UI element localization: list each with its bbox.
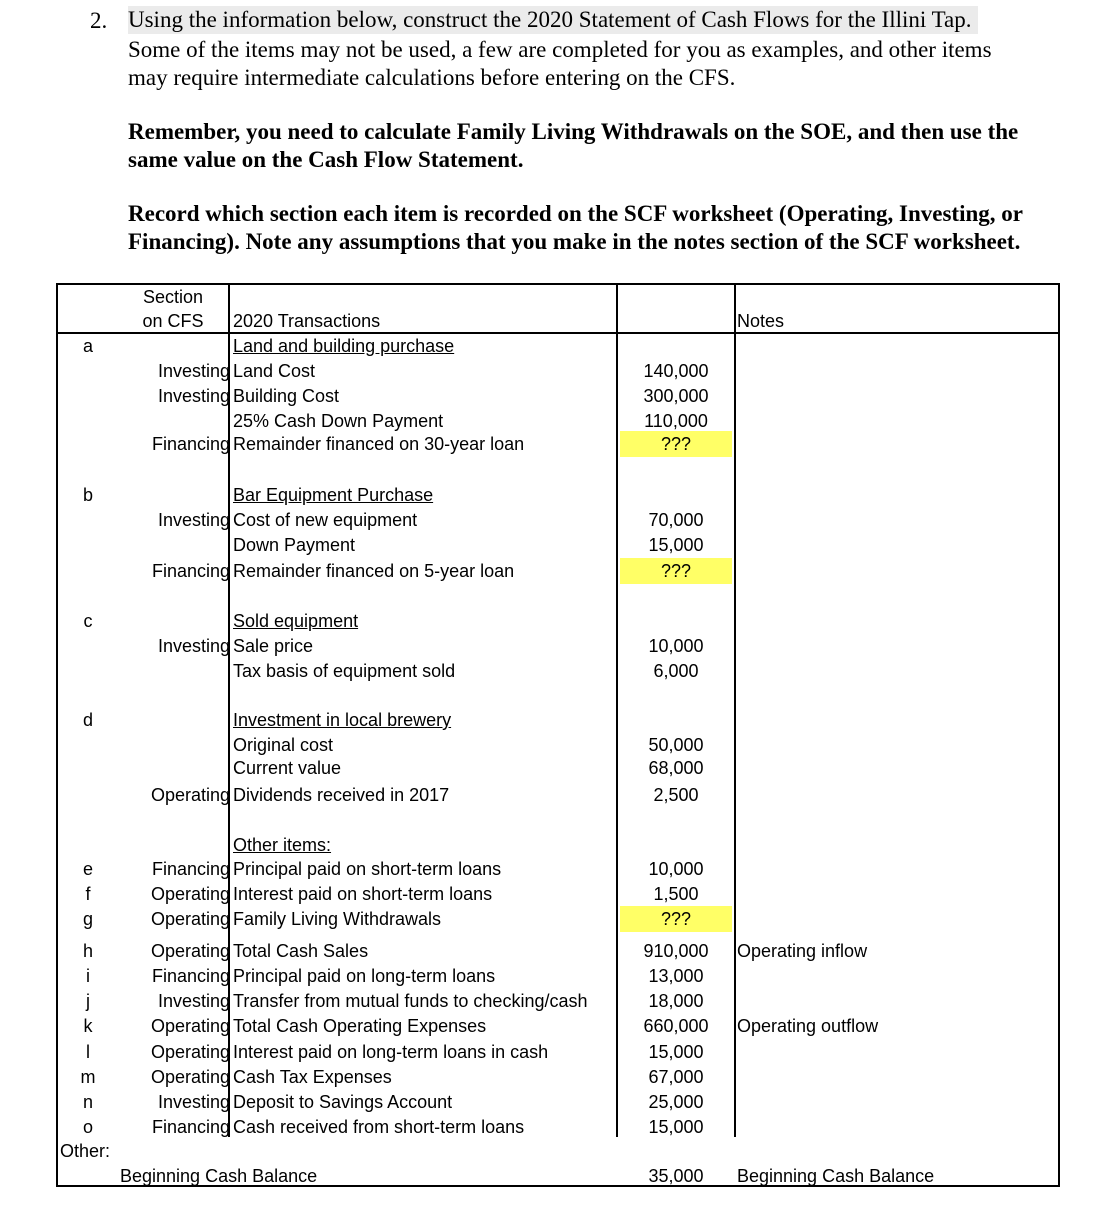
record-line-2: Financing). Note any assumptions that you make in the notes section of the SCF worksheet. [128,229,1021,254]
row-amount: 25,000 [648,1092,704,1112]
row-description: Sale price [233,636,314,656]
row-description: Dividends received in 2017 [233,785,450,805]
row-section: Financing [151,434,230,454]
intro-line-2: Some of the items may not be used, a few are completed for you as examples, and other items [128,37,992,62]
row-amount: 10,000 [648,636,704,656]
row-letter: i [86,966,90,986]
row-amount: 18,000 [648,991,704,1011]
row-section: Investing [157,636,230,656]
header-divider [56,332,1060,334]
beginning-cash-amount: 35,000 [648,1166,704,1186]
row-section: Investing [157,361,230,381]
row-letter: o [82,1117,93,1137]
row-amount: 110,000 [644,411,708,431]
header-transactions: 2020 Transactions [233,311,381,331]
row-description: Principal paid on long-term loans [233,966,496,986]
remember-line-1: Remember, you need to calculate Family Living Withdrawals on the SOE, and then use the [128,119,1019,144]
row-section: Operating [150,1067,230,1087]
row-description: Down Payment [233,535,356,555]
row-section: Financing [151,966,230,986]
beginning-cash-note: Beginning Cash Balance [737,1166,935,1186]
row-description: Tax basis of equipment sold [233,661,456,681]
row-amount: 140,000 [643,361,709,381]
row-section: Operating [150,1016,230,1036]
header-notes: Notes [737,311,785,331]
row-amount: 2,500 [653,785,699,805]
row-section: Operating [150,909,230,929]
row-amount: 68,000 [648,758,704,778]
row-amount: 6,000 [653,661,699,681]
row-section: Financing [151,561,230,581]
row-amount: 910,000 [643,941,709,961]
row-letter: a [82,336,93,356]
row-description: Family Living Withdrawals [233,909,442,929]
row-letter: g [82,909,93,929]
row-amount: 67,000 [648,1067,704,1087]
row-description: Interest paid on short-term loans [233,884,493,904]
row-letter: f [85,884,91,904]
row-section: Investing [157,991,230,1011]
row-description: Investment in local brewery [233,710,452,730]
row-description: Interest paid on long-term loans in cash [233,1042,549,1062]
row-amount: 15,000 [648,1117,704,1137]
row-amount: 50,000 [648,735,704,755]
row-amount: 660,000 [643,1016,709,1036]
row-note: Operating outflow [737,1016,879,1036]
other-label: Other: [60,1141,111,1161]
row-section: Operating [150,1042,230,1062]
row-letter: b [82,485,93,505]
row-amount: 10,000 [648,859,704,879]
row-section: Financing [151,859,230,879]
header-section-line2: on CFS [142,311,204,331]
row-section: Investing [157,386,230,406]
row-section: Operating [150,941,230,961]
row-description: Current value [233,758,342,778]
row-description: Remainder financed on 30-year loan [233,434,525,454]
row-description: Other items: [233,835,332,855]
row-amount: 70,000 [648,510,704,530]
record-line-1: Record which section each item is recorded on the SCF worksheet (Operating, Investing, or [128,201,1023,226]
row-description: Cost of new equipment [233,510,418,530]
row-letter: l [86,1042,90,1062]
row-letter: e [82,859,93,879]
row-letter: k [83,1016,93,1036]
header-section-line1: Section [142,287,204,307]
row-amount: 15,000 [648,535,704,555]
row-note: Operating inflow [737,941,868,961]
row-letter: j [86,991,90,1011]
row-description: Remainder financed on 5-year loan [233,561,515,581]
row-section: Financing [151,1117,230,1137]
row-amount: 13,000 [648,966,704,986]
row-amount: 300,000 [643,386,709,406]
remember-line-2: same value on the Cash Flow Statement. [128,147,524,172]
row-description: Sold equipment [233,611,359,631]
row-section: Investing [157,510,230,530]
row-section: Operating [150,785,230,805]
row-amount: 15,000 [648,1042,704,1062]
question-number: 2. [90,8,108,33]
row-description: Total Cash Sales [233,941,369,961]
intro-line-3: may require intermediate calculations before entering on the CFS. [128,65,736,90]
row-letter: c [83,611,93,631]
row-amount: ??? [620,558,732,584]
row-description: Cash received from short-term loans [233,1117,525,1137]
row-letter: d [82,710,93,730]
row-amount: ??? [620,431,732,457]
row-letter: h [82,941,93,961]
beginning-cash-label: Beginning Cash Balance [120,1166,318,1186]
row-description: Principal paid on short-term loans [233,859,502,879]
row-description: Total Cash Operating Expenses [233,1016,487,1036]
row-description: Land and building purchase [233,336,455,356]
row-description: 25% Cash Down Payment [233,411,444,431]
row-description: Building Cost [233,386,340,406]
row-letter: m [80,1067,96,1087]
row-section: Operating [150,884,230,904]
row-description: Land Cost [233,361,316,381]
row-section: Investing [157,1092,230,1112]
row-description: Bar Equipment Purchase [233,485,434,505]
row-description: Original cost [233,735,334,755]
row-description: Deposit to Savings Account [233,1092,453,1112]
row-description: Transfer from mutual funds to checking/cash [233,991,588,1011]
row-letter: n [82,1092,93,1112]
intro-line-1: Using the information below, construct the 2020 Statement of Cash Flows for the Illini Tap. [128,6,978,34]
row-description: Cash Tax Expenses [233,1067,392,1087]
row-amount: ??? [620,906,732,932]
row-amount: 1,500 [653,884,699,904]
